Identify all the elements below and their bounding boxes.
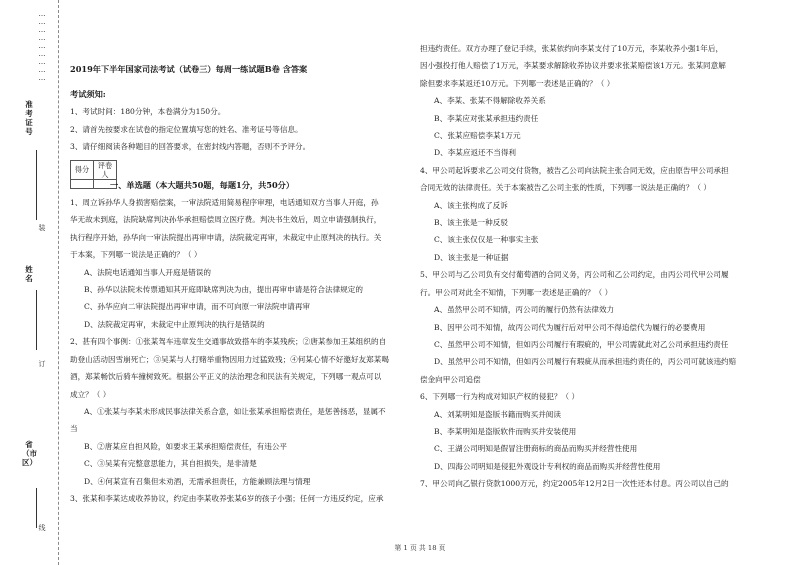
notice-item: 1、考试时间：180分钟，本卷满分为150分。 [70,107,226,117]
question-text-line: 因小强投打他人赔偿了1万元，李某要求解除收养协议并要求张某赔偿该1万元。张某同意解 [420,61,726,71]
question-text-line: 成立？（ ） [70,389,111,399]
answer-option: C、虽然甲公司不知情，但如丙公司履行有瑕疵的，甲公司需就此对乙公司承担违约责任 [434,339,729,349]
binding-label-name: 姓名 [25,265,33,283]
question-text-line: 华无故未到庭，法院缺席判决孙华承担赔偿周立医疗费。判决书生效后，周立申请强制执行， [70,215,382,225]
grader-cell-label: 评卷人 [94,160,117,179]
answer-option: D、④何某宣有召集但未劝酒，无需承担责任，方能兼顾法理与情理 [84,476,311,486]
question-text-line: 4、甲公司起诉要求乙公司交付货物，被告乙公司向法院主张合同无效，应由原告甲公司承担 [420,165,729,175]
notice-item: 3、请仔细阅读各种题目的回答要求，在密封线内答题，否则不予评分。 [70,142,311,152]
binding-marker-3: 线 [38,524,46,532]
binding-marker-2: 订 [38,360,46,368]
answer-option: C、孙华应向二审法院提出再审申请，而不可向原一审法院申请再审 [84,302,311,312]
score-cell-label: 得分 [71,160,94,179]
answer-option: B、②唐某应自担风险，如要求王某承担赔偿责任，有违公平 [84,441,288,451]
answer-option: B、孙华以法院未传票通知其开庭即缺席判决为由，提出再审申请是符合法律规定的 [84,285,363,295]
question-text-line: 3、张某和李某达成收养协议，约定由李某收养张某6岁的孩子小强；任何一方违反约定，应承 [70,493,384,503]
answer-option: D、四海公司明知是侵犯外观设计专利权的商品而购买并经营性使用 [434,461,661,471]
right-question-block [420,40,754,493]
answer-option: B、该主张是一种反驳 [434,218,508,228]
question-text-line: 于本案，下列哪一说法是正确的？（ ） [70,250,202,260]
question-text-line: 执行程序开始，孙华向一审法院提出再审申请，法院裁定再审，未裁定中止原判决的执行。关 [70,232,382,242]
left-column [70,86,396,507]
question-text-line: 7、甲公司向乙银行贷款1000万元，约定2005年12月2日一次性还本付息。丙公司以自己的 [420,479,729,489]
question-text-line: 1、周立诉孙华人身损害赔偿案，一审法院适用简易程序审理，电话通知双方当事人开庭，孙 [70,198,379,208]
answer-option: A、①张某与李某未形成民事法律关系合意，如让张某承担赔偿责任，是惩善扬恶，显属不 [84,406,386,416]
answer-option: A、李某、张某不得解除收养关系 [434,96,546,106]
notice-heading: 考试须知: [70,89,106,99]
question-text-line: 5、甲公司与乙公司负有交付葡萄酒的合同义务，丙公司和乙公司约定，由丙公司代甲公司履 [420,270,729,280]
right-column [420,40,754,493]
answer-option: A、虽然甲公司不知情，丙公司的履行仍然有法律效力 [434,305,615,315]
answer-option: C、张某应赔偿李某1万元 [434,131,521,141]
answer-option: C、③吴某有完整意思能力，其自担损失，是非清楚 [84,459,257,469]
name-blank [36,290,37,350]
answer-option: D、李某应返还不当得利 [434,148,517,158]
binding-label-province: 省（市区） [22,440,37,467]
answer-option: C、王湖公司明知是假冒注册商标的商品而购买并经营性使用 [434,444,638,454]
question-text-line: 行。甲公司对此全不知情，下列哪一表述是正确的？（ ） [420,287,613,297]
answer-option: D、法院裁定再审，未裁定中止原判决的执行是错误的 [84,319,265,329]
question-text-line: 2、甚有四个事例：①张某驾车违章发生交通事故致搭车的李某残疾；②唐某参加王某组织的自 [70,337,387,347]
binding-dots-top: … … … … … … … … … [38,10,46,82]
section-heading: 一、单选题（本大题共50题，每题1分，共50分） [110,179,295,190]
binding-marker-1: 装 [38,224,46,232]
answer-option: B、李某应对张某承担违约责任 [434,113,539,123]
question-text-line: 6、下列哪一行为构成对知识产权的侵犯？（ ） [420,392,580,402]
answer-option: B、因甲公司不知情，故丙公司代为履行后对甲公司不得追偿代为履行的必要费用 [434,322,706,332]
answer-option: B、李某明知是盗版软件而购买并安装使用 [434,426,577,436]
answer-option: A、该主张构成了反诉 [434,200,508,210]
answer-option: A、刘某明知是盗版书籍而购买并阅读 [434,409,561,419]
province-blank [36,488,37,528]
notice-item: 2、请首先按要求在试卷的指定位置填写您的姓名、准考证号等信息。 [70,124,303,134]
question-text-line: 当 [70,424,78,434]
left-question-block [70,194,396,507]
question-text-line: 助登山活动因雪崩死亡；③吴某与人打赌举重物因用力过猛致残；④何某心情不好邀好友郑某喝 [70,354,389,364]
question-text-line: 除但要求李某返还10万元。下列哪一表述是正确的？（ ） [420,78,615,88]
exam-title: 2019年下半年国家司法考试（试卷三）每周一练试题B卷 含答案 [70,64,308,74]
page-footer: 第 1 页 共 18 页 [394,544,446,552]
question-text-line: 担违约责任。双方办理了登记手续，张某依约向李某支付了10万元，李某收养小强1年后， [420,44,724,53]
question-text-line: 合同无效的法律责任。关于本案被告乙公司主张的性质，下列哪一说法是正确的？（ ） [420,183,711,193]
binding-label-exam-number: 准考证号 [25,100,33,136]
question-text-line: 偿金向甲公司追偿 [420,374,481,384]
exam-number-blank [36,150,37,220]
answer-option: C、该主张仅仅是一种事实主张 [434,235,539,245]
binding-margin [0,0,59,565]
answer-option: D、虽然甲公司不知情，但如丙公司履行有瑕疵从而承担违约责任的，丙公司可就该违约赔 [434,357,737,367]
question-text-line: 酒，郑某畅饮后骑车撞树致死。根据公平正义的法治理念和民法有关规定，下列哪一观点可以 [70,372,382,382]
answer-option: A、法院电话通知当事人开庭是错误的 [84,267,211,277]
answer-option: D、该主张是一种证据 [434,252,509,262]
